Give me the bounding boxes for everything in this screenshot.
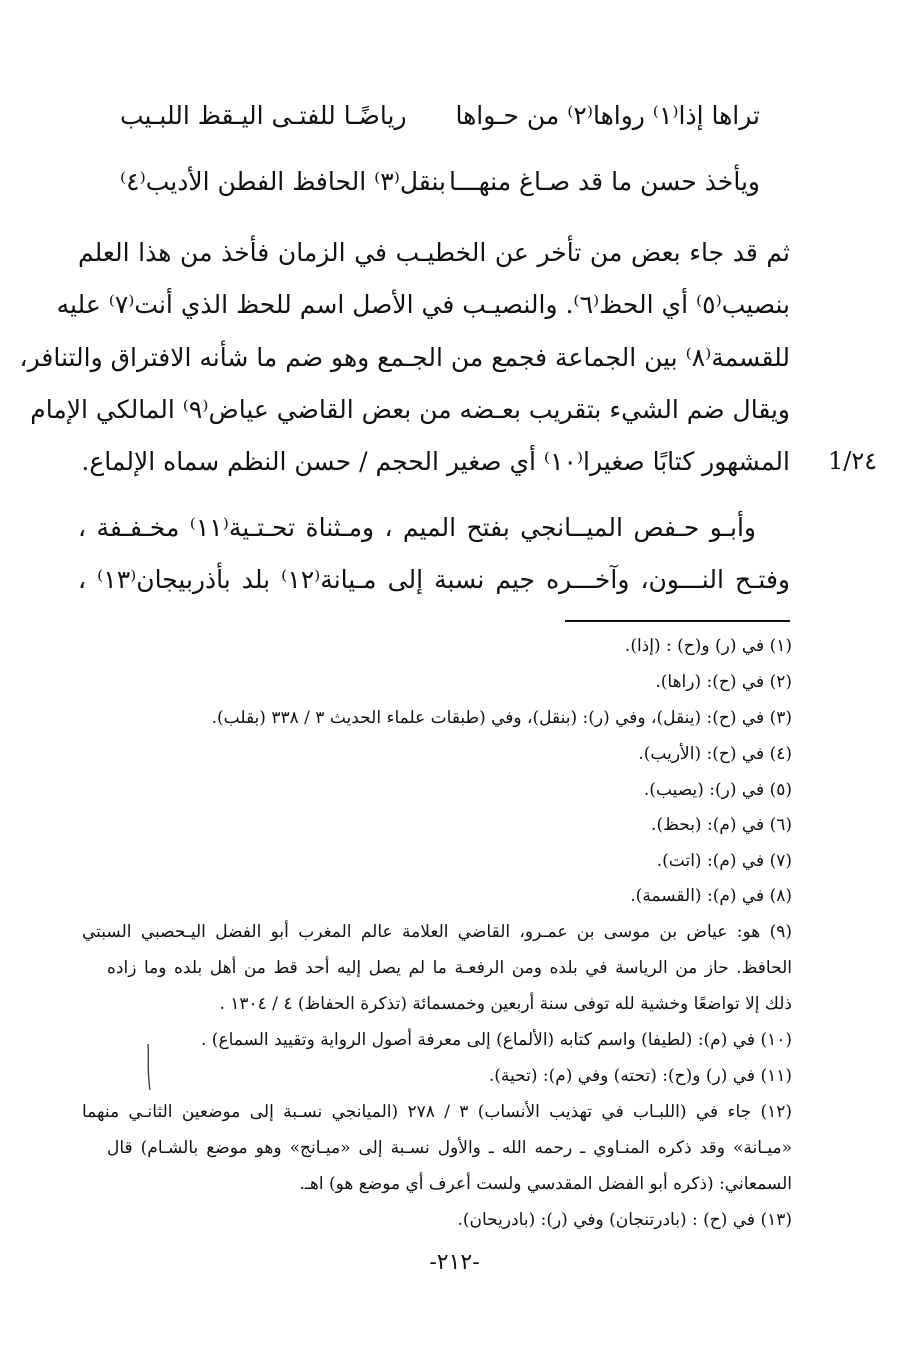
footnote-separator	[565, 620, 790, 622]
verse-1-first-hemistich: تراها إذا⁽١⁾ رواها⁽٢⁾ من حـواها	[455, 101, 760, 130]
body-line-6: وأبـو حـفص الميــانجي بفتح الميم ، ومـثناة تحـتـية⁽١١⁾ مخـفـفة ،	[78, 513, 756, 542]
manuscript-folio-ref: 1/٢٤	[828, 447, 878, 475]
footnote-3: (٣) في (ح): (ينقل)، وفي (ر): (بنقل)، وفي (طبقات علماء الحديث ٣ / ٣٣٨ (بقلب).	[211, 708, 792, 728]
footnote-12-line-1: (١٢) جاء في (اللبـاب في تهذيب الأنساب) ٣ / ٢٧٨ (الميانجي نسـبة إلى موضعين الثانـي منهما	[82, 1102, 792, 1122]
verse-2-first-hemistich: ويأخذ حسن ما قد صـاغ منهـــا	[449, 167, 760, 196]
footnote-2: (٢) في (ح): (راها).	[655, 672, 792, 692]
verse-2-second-hemistich: بنقل⁽٣⁾ الحافظ الفطن الأديب⁽٤⁾	[120, 167, 446, 196]
footnote-5: (٥) في (ر): (يصيب).	[643, 780, 792, 800]
body-line-7: وفتـح النـــون، وآخـــره جيم نسبة إلى مـيانة⁽١٢⁾ بلد بأذربيجان⁽١٣⁾ ،	[78, 565, 790, 594]
body-line-2: بنصيب⁽٥⁾ أي الحظ⁽٦⁾. والنصيـب في الأصل اسم للحظ الذي أنت⁽٧⁾ عليه	[56, 290, 790, 319]
footnote-8: (٨) في (م): (القسمة).	[630, 886, 792, 906]
footnote-13: (١٣) في (ح) : (بادرتنجان) وفي (ر): (بادريحان).	[457, 1210, 792, 1230]
pen-mark	[146, 1043, 152, 1091]
footnote-7: (٧) في (م): (اتت).	[656, 851, 792, 871]
verse-line-2	[120, 167, 760, 196]
body-line-4: ويقال ضم الشيء بتقريب بعـضه من بعض القاضي عياض⁽٩⁾ المالكي الإمام	[30, 395, 790, 424]
footnote-9-line-2: الحافظ. حاز من الرياسة في بلده ومن الرفعـة ما لم يصل إليه أحد قط من أهل بلده وما زاده	[107, 958, 792, 978]
footnote-1: (١) في (ر) و(ح) : (إذا).	[624, 636, 792, 656]
footnote-12-line-3: السمعاني: (ذكره أبو الفضل المقدسي ولست أعرف أي موضع هو) اهـ.	[299, 1174, 792, 1194]
verse-1-second-hemistich: رياضًـا للفتـى اليـقظ اللبـيب	[120, 101, 407, 130]
footnote-10: (١٠) في (م): (لطيفا) واسم كتابه (الألماع) إلى معرفة أصول الرواية وتقييد السماع) .	[201, 1030, 792, 1050]
page-number: -٢١٢-	[429, 1250, 480, 1275]
body-line-5: المشهور كتابًا صغيرا⁽١٠⁾ أي صغير الحجم / حسن النظم سماه الإلماع.	[81, 447, 790, 476]
footnote-12-line-2: «ميـانة» وقد ذكره المنـاوي ـ رحمه الله ـ والأول نسـبة إلى «ميـانج» وهو موضع بالشـام) قال	[107, 1138, 792, 1158]
footnote-4: (٤) في (ح): (الأريب).	[638, 744, 792, 764]
verse-line-1	[120, 101, 760, 130]
footnote-11: (١١) في (ر) و(ح): (تحته) وفي (م): (تحية).	[488, 1066, 792, 1086]
footnote-9-line-3: ذلك إلا تواضعًا وخشية لله توفى سنة أربعين وخمسمائة (تذكرة الحفاظ) ٤ / ١٣٠٤ .	[219, 994, 792, 1014]
footnote-9-line-1: (٩) هو: عياض بن موسى بن عمـرو، القاضي العلامة عالم المغرب أبو الفضل اليـحصبي السبتي	[82, 922, 792, 942]
body-line-1: ثم قد جاء بعض من تأخر عن الخطيـب في الزمان فأخذ من هذا العلم	[78, 238, 790, 267]
body-line-3: للقسمة⁽٨⁾ بين الجماعة فجمع من الجـمع وهو ضم ما شأنه الافتراق والتنافر،	[19, 343, 790, 372]
footnote-6: (٦) في (م): (بحظ).	[651, 815, 792, 835]
